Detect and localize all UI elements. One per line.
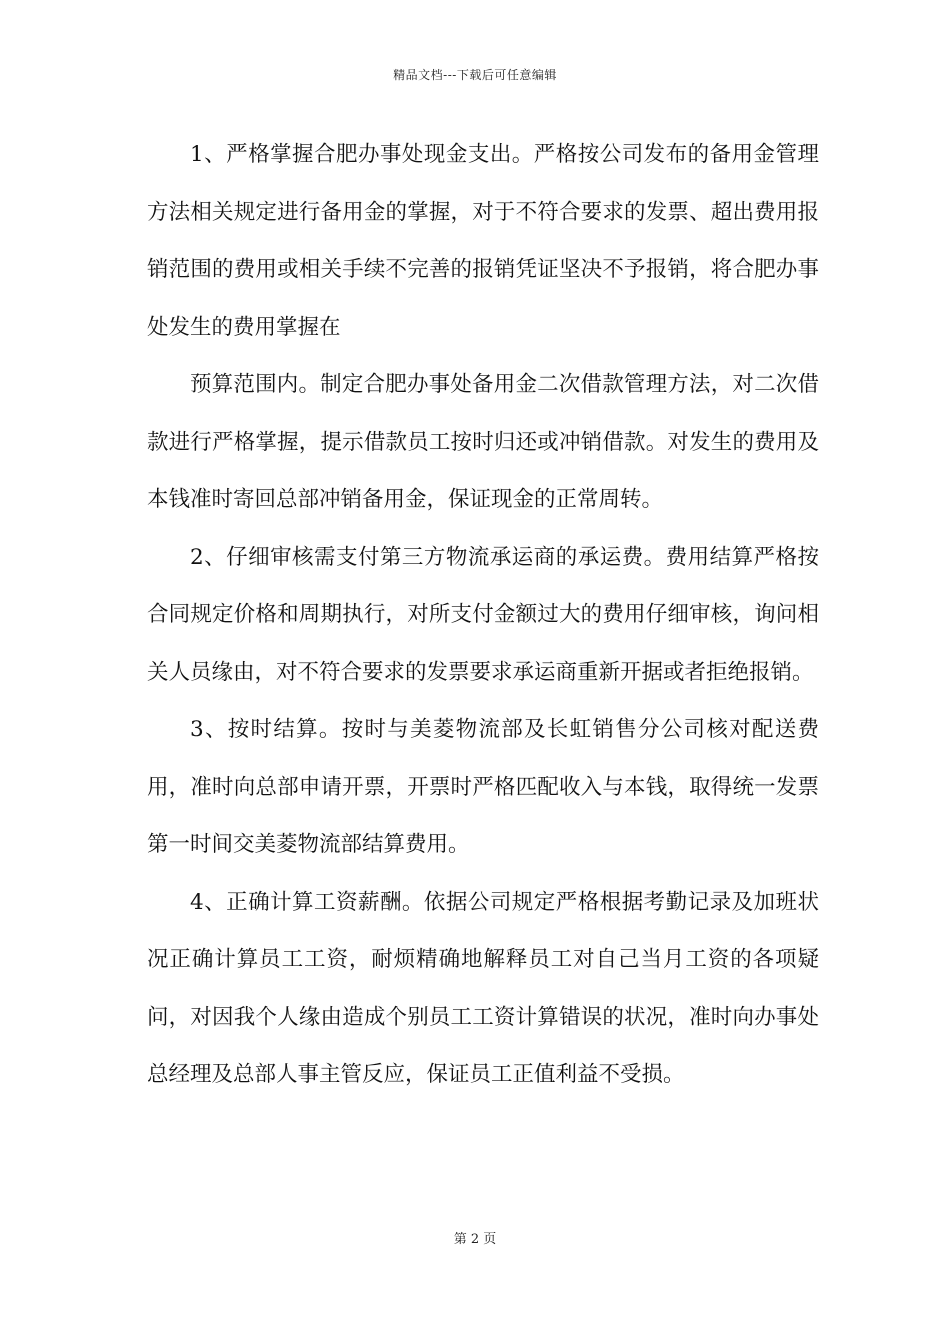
paragraph-payroll: 4、正确计算工资薪酬。依据公司规定严格根据考勤记录及加班状况正确计算员工工资，耐烦精确地解释员工对自己当月工资的各项疑问，对因我个人缘由造成个别员工工资计算错误的状况，准时向办事处总经理及总部人事主管反应，保证员工正值利益不受损。	[147, 889, 819, 1087]
page-header: 精品文档---下载后可任意编辑	[393, 68, 557, 82]
paragraph-settlement: 3、按时结算。按时与美菱物流部及长虹销售分公司核对配送费用，准时向总部申请开票，开票时严格匹配收入与本钱，取得统一发票第一时间交美菱物流部结算费用。	[147, 717, 819, 857]
paragraph-budget-loans: 预算范围内。制定合肥办事处备用金二次借款管理方法，对二次借款进行严格掌握，提示借款员工按时归还或冲销借款。对发生的费用及本钱准时寄回总部冲销备用金，保证现金的正常周转。	[147, 372, 819, 512]
page-number: 第 2 页	[453, 1232, 497, 1247]
paragraph-cash-control: 1、严格掌握合肥办事处现金支出。严格按公司发布的备用金管理方法相关规定进行备用金的掌握，对于不符合要求的发票、超出费用报销范围的费用或相关手续不完善的报销凭证坚决不予报销，将合肥办事处发生的费用掌握在	[147, 142, 819, 340]
paragraph-freight-audit: 2、仔细审核需支付第三方物流承运商的承运费。费用结算严格按合同规定价格和周期执行，对所支付金额过大的费用仔细审核，询问相关人员缘由，对不符合要求的发票要求承运商重新开据或者拒绝报销。	[147, 544, 819, 685]
document-body	[147, 126, 819, 1104]
